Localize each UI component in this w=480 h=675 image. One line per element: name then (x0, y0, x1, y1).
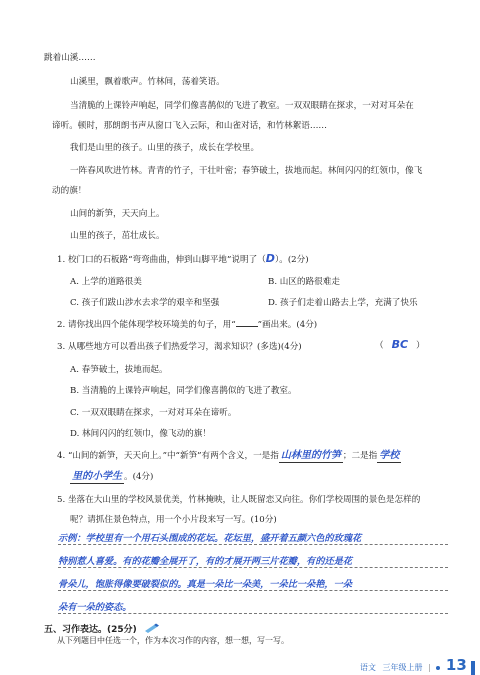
option-c: C. 一双双眼睛在探求，一对对耳朵在谛听。 (70, 408, 237, 418)
question-stem-end: ”画出来。(4分) (257, 320, 318, 330)
handwritten-answer: BC (391, 338, 409, 351)
passage-paragraph: 当清脆的上课铃声响起，同学们像喜鹊似的飞进了教室。一双双眼睛在探求，一对对耳朵在 (70, 101, 414, 111)
question-number: 4. (57, 451, 66, 461)
pencil-icon (144, 623, 160, 636)
passage-paragraph: 谛听。顿时，那朗朗书声从窗口飞入云际，和山雀对话，和竹林絮语…… (52, 121, 328, 131)
question-number: 3. (57, 342, 66, 352)
passage-paragraph: 我们是山里的孩子。山里的孩子，成长在学校里。 (70, 143, 260, 153)
passage-paragraph: 动的旗！ (52, 186, 87, 196)
underline-sample (236, 326, 258, 327)
option-b: B. 当清脆的上课铃声响起，同学们像喜鹊似的飞进了教室。 (70, 386, 297, 396)
handwritten-answer: D (265, 252, 275, 265)
question-stem: ；二是指 (342, 451, 378, 461)
handwritten-answer: 里的小学生 (72, 471, 122, 482)
writing-line (58, 567, 448, 568)
question-stem-end: ）。(2分) (274, 255, 309, 265)
footer-divider: | (428, 663, 431, 672)
question-stem: 坐落在大山里的学校风景优美，竹林掩映，让人既留恋又向往。你们学校周围的景色是怎样的 (67, 495, 421, 505)
section-intro: 从下列题目中任选一个，作为本次习作的内容，想一想，写一写。 (57, 636, 289, 645)
option-a: A. 上学的道路很美 (70, 277, 142, 287)
footer-dot-icon (436, 666, 440, 670)
passage-paragraph: 山里的孩子，茁壮成长。 (70, 231, 165, 241)
question-stem: 从哪些地方可以看出孩子们热爱学习，渴求知识？(多选)(4分) (67, 342, 302, 352)
writing-line (58, 590, 448, 591)
question-stem: 校门口的石板路“弯弯曲曲，伸到山脚平地”说明了（ (67, 255, 266, 265)
question-number: 5. (57, 495, 66, 505)
footer (360, 656, 475, 675)
option-a: A. 春笋破土，拔地而起。 (70, 365, 168, 375)
question-stem: 呢？请抓住景色特点，用一个小片段来写一写。(10分) (70, 515, 277, 525)
handwritten-answer: 朵有一朵的姿态。 (58, 602, 132, 613)
option-d: D. 孩子们走着山路去上学，充满了快乐 (268, 298, 418, 308)
option-c: C. 孩子们跋山涉水去求学的艰辛和坚强 (70, 298, 220, 308)
answer-paren: （ BC ） (375, 338, 425, 351)
writing-line (58, 544, 448, 545)
question-5 (57, 494, 420, 506)
question-stem: “山间的新笋，天天向上。”中“新笋”有两个含义，一是指 (67, 451, 279, 461)
writing-line (58, 613, 448, 614)
question-stem-end: 。(4分) (124, 472, 154, 482)
question-number: 1. (57, 255, 66, 265)
handwritten-answer: 骨朵儿，饱胀得像要破裂似的。真是一朵比一朵美，一朵比一朵艳，一朵 (58, 579, 352, 590)
footer-subject: 语文 (360, 663, 376, 672)
question-number: 2. (57, 320, 66, 330)
passage-paragraph: 山溪里，飘着歌声。竹林间，荡着笑语。 (70, 77, 225, 87)
question-1 (57, 253, 309, 266)
handwritten-answer: 特别惹人喜爱。有的花瓣全展开了，有的才展开两三片花瓣，有的还是花 (58, 556, 352, 567)
handwritten-answer: 示例：学校里有一个用石头围成的花坛。花坛里，盛开着五颜六色的玫瑰花 (58, 533, 362, 544)
handwritten-answer: 山林里的竹笋 (280, 450, 341, 461)
section-title-text: 五、习作表达。(25分) (44, 625, 137, 635)
question-3 (57, 341, 302, 353)
handwritten-answer: 学校 (379, 450, 400, 461)
section-title (44, 622, 160, 636)
footer-grade: 三年级上册 (382, 663, 423, 672)
question-4-cont (70, 471, 153, 484)
question-stem: 请你找出四个能体现学校环境美的句子，用“ (67, 320, 236, 330)
page-tab (471, 661, 475, 675)
question-2 (57, 319, 317, 331)
option-d: D. 林间闪闪的红领巾，像飞动的旗！ (70, 429, 211, 439)
page-number: 13 (445, 656, 467, 674)
passage-paragraph: 一阵春风吹进竹林。青青的竹子，干壮叶密；春笋破土，拔地而起。林间闪闪的红领巾，像飞 (70, 166, 423, 176)
passage-paragraph: 山间的新笋，天天向上。 (70, 209, 165, 219)
question-4 (57, 450, 401, 463)
passage-continuation: 跳着山溪…… (44, 53, 96, 63)
option-b: B. 山区的路很难走 (268, 277, 340, 287)
